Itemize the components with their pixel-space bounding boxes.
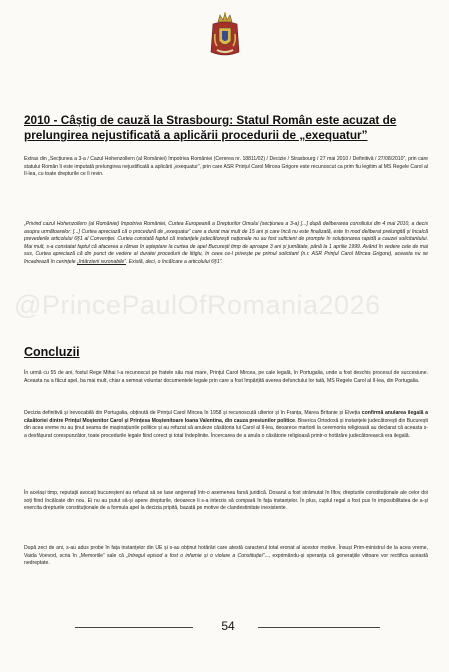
watermark: @PrincePaulOfRomania2026 <box>14 290 381 320</box>
paragraph-4-text-a: După zeci de ani, s-au adus probe în fața instanțelor din UE și s-au obținut hotărâri care atestă caracterul total eronat al acestor motive. Însuși Prim-ministrul de la acea vreme, Vaida Voevod, scria în „Memoriile” sale că <box>24 545 428 559</box>
conclusion-paragraph-4 <box>24 545 428 568</box>
conclusion-paragraph-1: În urmă cu 55 de ani, fostul Rege Mihai I-a recunoscut pe fratele său mai mare, Prințul Carol Mircea, pe cale legală, în Portugalia, unde a fost deschis procesul de succesiune. Aceasta nu a făcut apel, ba mai mult, chiar a semnat voluntar documentele legale prin care a fost împărțită averea defunctului lor tată, MS Regele Carol al II-lea, din Portugalia. <box>24 370 428 384</box>
paragraph-2-text-b: . Biserica Ortodoxă și instanțele judecătorești din București din acea vreme nu au ținut seama de mașinațiunile politice și au refuzat să anuleze căsătoria lui Carol al II-lea, deoarece martorii la ceremonia religioasă au declarat că aceasta s-a desfășurat corespunzător, toate procedurile legale fiind corect și total îndeplinite. Încercarea de a anula o căsătorie religioasă printr-o hotărâre judecătorească era ilegală. <box>24 417 428 439</box>
paragraph-4-text-b: ..., exprimându-și speranța că generațiile viitoare vor rectifica această nedreptate. <box>24 552 428 567</box>
article-title: 2010 - Câștig de cauză la Strasbourg: Statul Român este acuzat de prelungirea nejustificată a aplicării procedurii de „exequatur” <box>24 113 397 142</box>
conclusion-paragraph-2 <box>24 410 428 440</box>
extract-intro: Extras din „Secțiunea a 3-a / Cazul Hohenzollern (al României) împotriva României (Cererea nr. 18811/02) / Decizie / Strasbourg / 27 mai 2010 / Definitivă / 27/08/2010”, prin care statului Român îi este imputată prelungirea nejustificată a aplicării „exequatur”, prin care ASR Prințul Carol Mircea Grigore este recunoscut ca prim fiu legitim al MS Regele Carol al II-lea, cu toate drepturile ce îi revin. <box>24 156 428 178</box>
paragraph-2-bold: confirmă anularea ilegală a căsătoriei dintre Prințul Moștenitor Carol și Prințesa Moștenitoare Ioana Valentina, din cauza presiunilor politice <box>24 410 428 424</box>
paragraph-2-text-a: Decizia definitivă și irevocabilă din Portugalia, obținută de Prințul Carol Mircea în 1958 și recunoscută ulterior și în Franța, Marea Britanie și Elveția <box>24 410 362 416</box>
paragraph-4-italic: „întregul episod a fost o infamie și o violare a Constituției” <box>126 552 265 559</box>
conclusion-paragraph-3: În același timp, reputații avocați bucureșteni au refuzat să se lase angrenați într-o asemenea farsă juridică. Dosarul a fost strămutat în Ilfov, drepturile constituționale ale celor doi soți fiind încălcate din nou. Ei nu au putut să-și apere drepturile, deoarece li s-a interzis să compară în fața instanțelor. În plus, cuplul regal a fost pus în imposibilitatea de a-și exercita drepturile constituționale de a formula apel la decizia pripită, bazată pe motive de clandestinitate inexistente. <box>24 490 428 512</box>
court-quote-text: „Privind cazul Hohenzollern (al României) împotriva României, Curtea Europeană a Drepturilor Omului (secțiunea a 3-a) [...] după deliberarea consiliului din 4 mai 2010, a decis asupra următoarelor: [...] Curtea apreciază că o procedură de „exequatur” care a durat mai mult de 15 ani și care încă nu este finalizată, este în mod deliberat prelungită și încalcă prevederile articolului 6§1 al Convenției. Curtea constată faptul că instanțele judecătorești naționale nu au fost suficient de prompte în soluționarea rapidă a cauzei solicitantului. Mai mult, s-a constatat faptul că afacerea a rămas în așteptare la curtea de apel București timp de aproape 3 ani și jumătate, până la 1 aprilie 1999. Având în vedere cele de mai sus, Curtea apreciază că din punct de vedere al duratei procedurii de litigiu, în ceea ce-l privește pe primul solicitant (n.r. ASR Prințul Carol Mircea Grigore), aceasta nu se încadrează în cerințele <box>24 221 428 265</box>
court-quote <box>24 221 428 267</box>
footer-rule-right <box>258 627 380 628</box>
court-quote-end: . Există, deci, o încălcare a articolului 6§1”. <box>125 258 223 265</box>
court-quote-underlined: „întârzierii rezonabile” <box>76 258 126 265</box>
page-number: 54 <box>221 619 235 633</box>
section-heading: Concluzii <box>24 345 80 359</box>
royal-crest-icon <box>209 12 241 58</box>
footer-rule-left <box>75 627 193 628</box>
